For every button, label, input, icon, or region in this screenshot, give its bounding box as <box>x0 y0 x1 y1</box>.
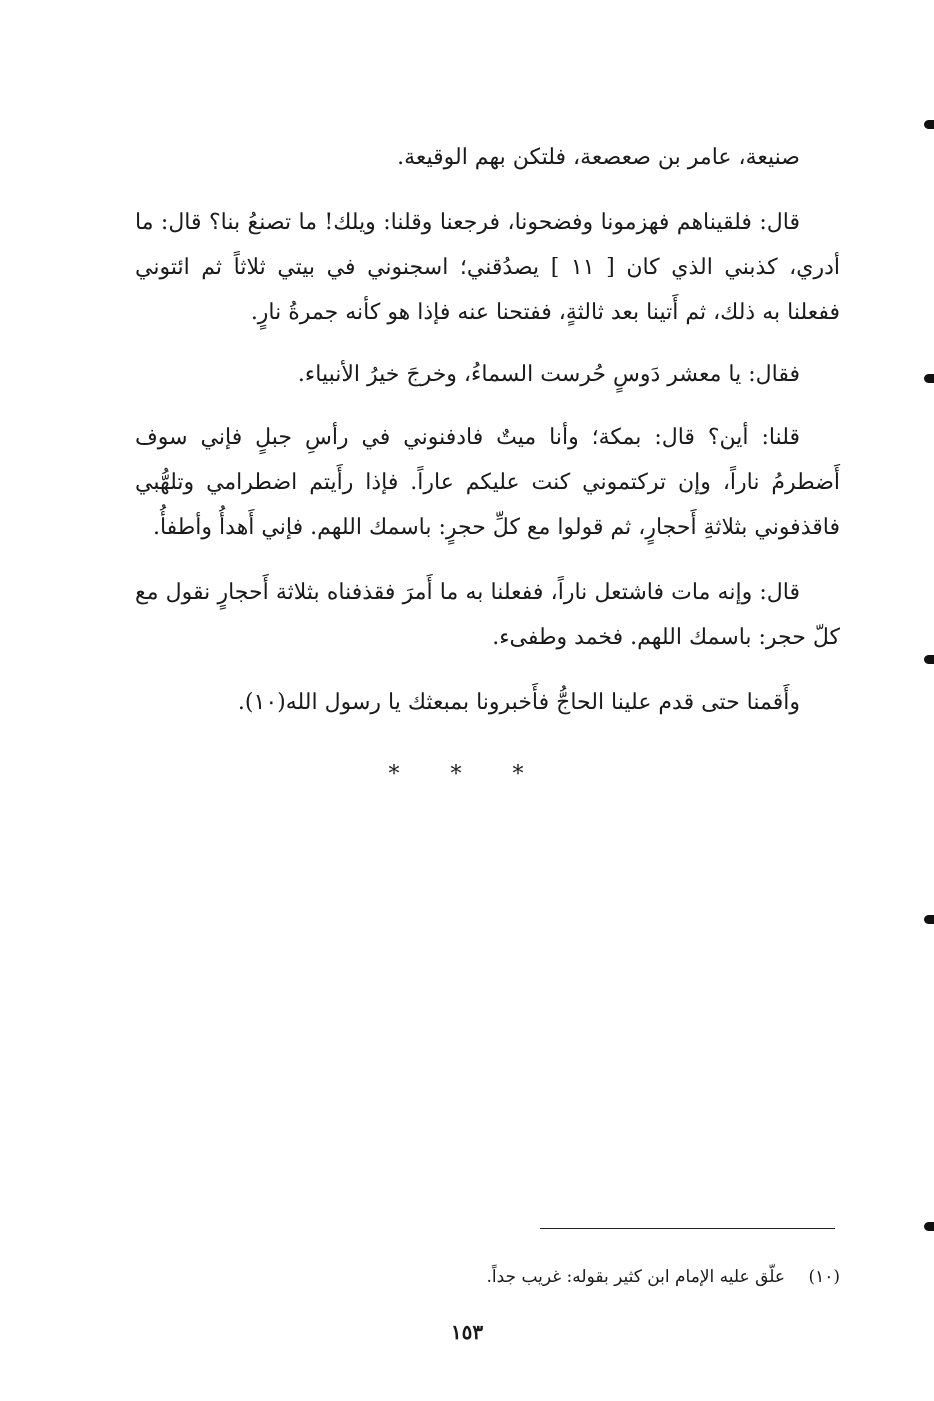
paragraph: صنيعة، عامر بن صعصعة، فلتكن بهم الوقيعة. <box>397 145 800 170</box>
paragraph: قال: فلقيناهم فهزمونا وفضحونا، فرجعنا وقلنا: ويلك! ما تصنعُ بنا؟ قال: ما أدري، كذبني الذي كان [ ١١ ] يصدُقني؛ اسجنوني في بيتي ثلاثاً ثم ائتوني ففعلنا به ذلك، ثم أَتينا بعد ثالثةٍ، ففتحنا عنه فإذا هو كأنه جمرةُ نارٍ. <box>135 210 840 325</box>
scan-edge-mark <box>924 120 934 129</box>
paragraph: قلنا: أين؟ قال: بمكة؛ وأنا ميتٌ فادفنوني في رأسِ جبلٍ فإني سوف أَضطرمُ ناراً، وإن تركتموني كنت عليكم عاراً. فإذا رأَيتم اضطرامي وتلهُّبي فاقذفوني بثلاثةِ أَحجارٍ، ثم قولوا مع كلِّ حجرٍ: باسمك اللهم. فإني أَهدأُ وأطفأُ. <box>135 425 840 540</box>
paragraph: فقال: يا معشر دَوسٍ حُرست السماءُ، وخرجَ خيرُ الأنبياء. <box>297 362 800 387</box>
paragraph: وأَقمنا حتى قدم علينا الحاجُّ فأَخبرونا بمبعثك يا رسول الله(١٠). <box>237 690 800 715</box>
scan-edge-mark <box>924 374 934 383</box>
section-separator: * * * <box>388 762 546 787</box>
scan-edge-mark <box>924 915 934 924</box>
footnote-text: علّق عليه الإمام ابن كثير بقوله: غريب جداً. <box>486 1267 786 1287</box>
footnote-number: (١٠) <box>808 1267 840 1287</box>
footnote <box>300 1263 840 1291</box>
scan-edge-mark <box>924 1222 934 1231</box>
paragraph: قال: وإنه مات فاشتعل ناراً، ففعلنا به ما أَمرَ فقذفناه بثلاثة أَحجارٍ نقول مع كلّ حجر: باسمك اللهم. فخمد وطفىء. <box>135 580 840 650</box>
footnote-divider <box>540 1228 835 1229</box>
scan-edge-mark <box>924 655 934 664</box>
page-number: ١٥٣ <box>450 1320 484 1344</box>
